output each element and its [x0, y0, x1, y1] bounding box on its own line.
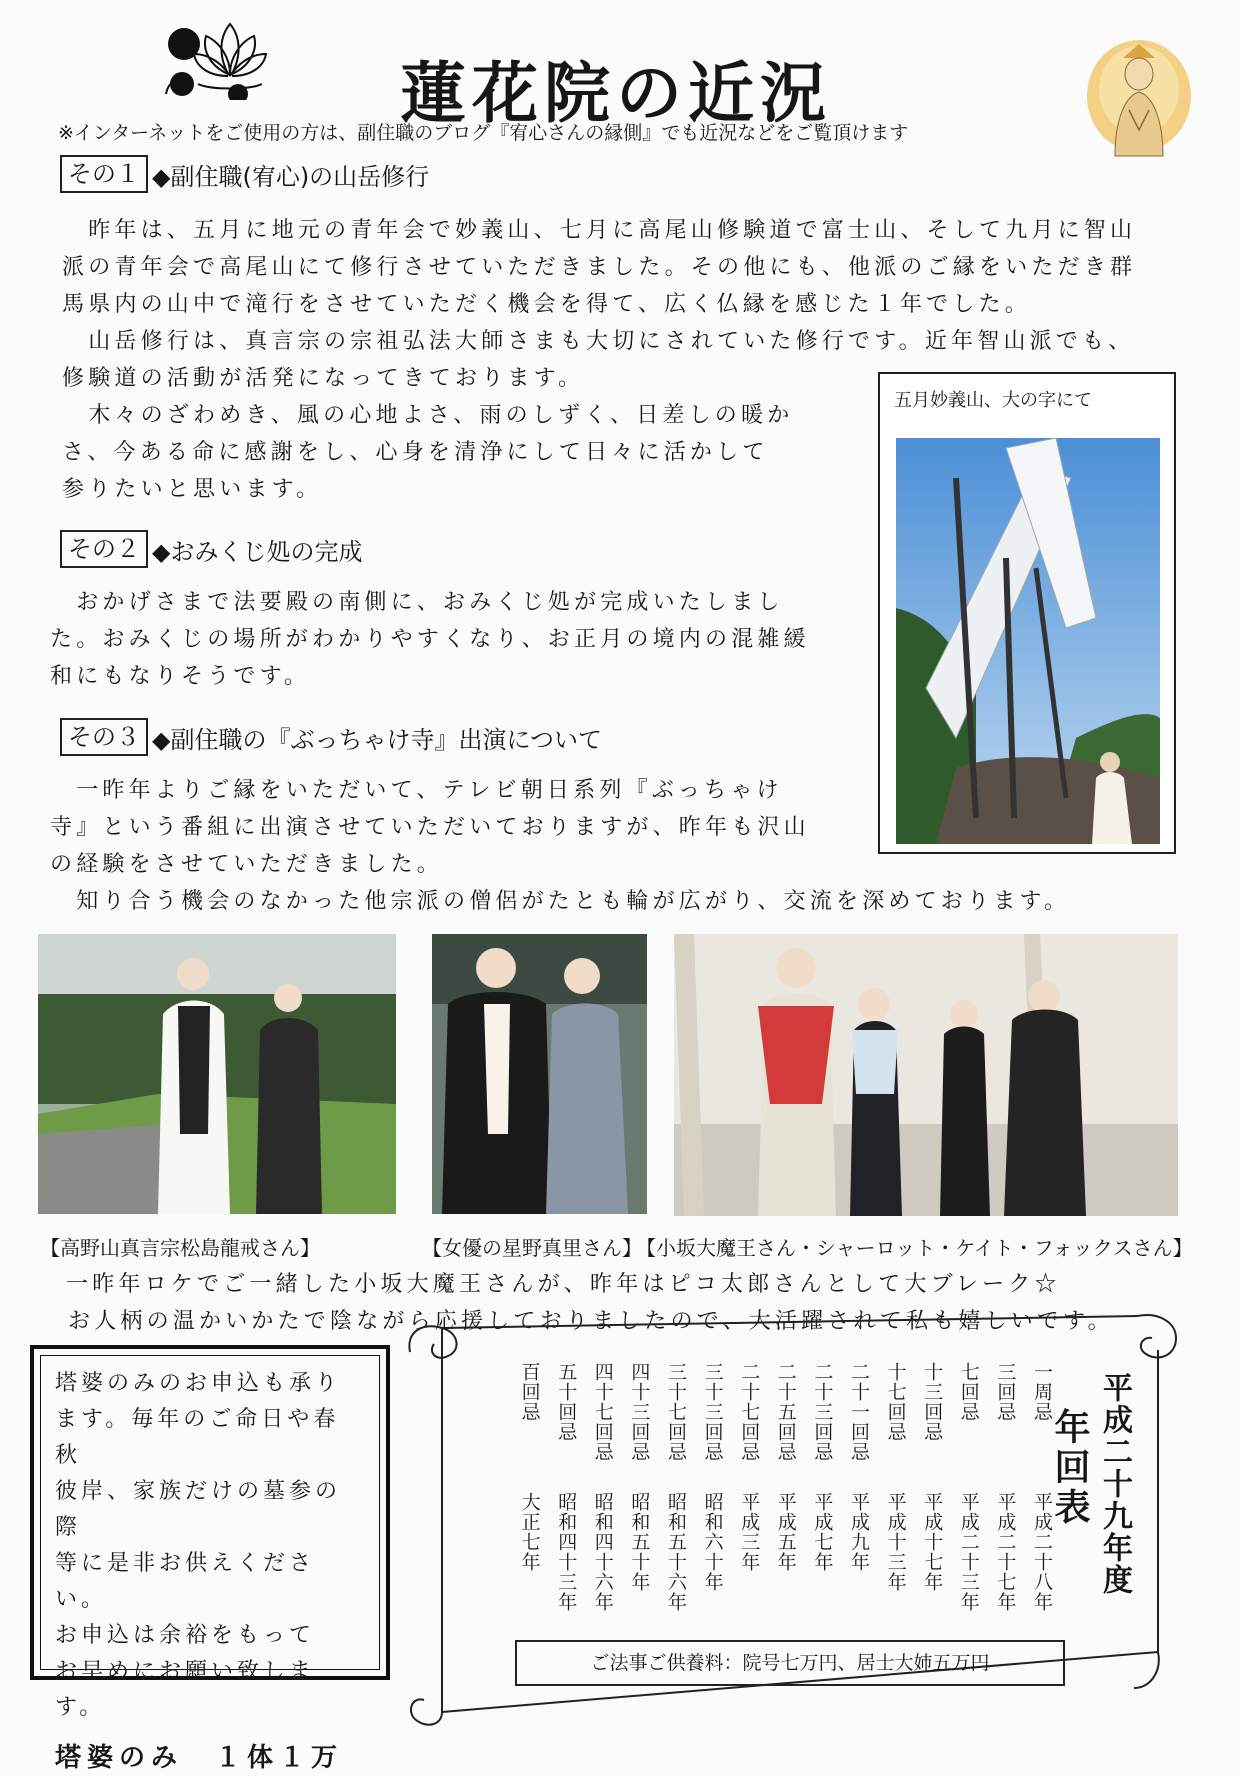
memorial-kind: 百回忌: [518, 1362, 541, 1422]
section-2-tag: その２: [60, 530, 148, 568]
closing-line: お人柄の温かいかたで陰ながら応援しておりましたので、大活躍されて私も嬉しいです。: [68, 1309, 1114, 1334]
memorial-year: 昭和六十年: [701, 1492, 724, 1592]
memorial-year: 昭和五十六年: [665, 1492, 687, 1612]
memorial-year: 平成三年: [738, 1492, 761, 1572]
photo-matsushima: [38, 934, 396, 1214]
memorial-kind: 二十一回忌: [848, 1362, 870, 1462]
memorial-kind: 三十三回忌: [701, 1362, 724, 1462]
memorial-year: 平成二十三年: [957, 1492, 980, 1612]
section-2-line: おかげさまで法要殿の南側に、おみくじ処が完成いたしまし: [50, 590, 784, 615]
section-3-heading: [60, 718, 602, 756]
section-1-line: 木々のざわめき、風の心地よさ、雨のしずく、日差しの暖か: [62, 403, 794, 428]
stupa-line: お申込は余裕をもって: [55, 1623, 316, 1648]
stupa-price: 塔婆のみ １体１万: [55, 1743, 344, 1773]
section-1-title: ◆副住職(宥心)の山岳修行: [152, 162, 430, 191]
memorial-year: 昭和四十六年: [591, 1492, 614, 1612]
section-2-body: [50, 584, 880, 695]
section-1-tag: その１: [60, 155, 148, 193]
section-3-title: ◆副住職の『ぶっちゃけ寺』出演について: [152, 725, 602, 754]
memorial-year: 平成二十八年: [1031, 1492, 1053, 1612]
myogisan-photo-caption: 五月妙義山、大の字にて: [894, 390, 1092, 411]
memorial-year: 昭和四十三年: [555, 1492, 578, 1612]
section-3-line: 知り合う機会のなかった他宗派の僧侶がたとも輪が広がり、交流を深めております。: [50, 889, 1071, 914]
memorial-year: 平成十七年: [921, 1492, 944, 1592]
section-1-line: 昨年は、五月に地元の青年会で妙義山、七月に高尾山修験道で富士山、そして九月に智山: [62, 218, 1137, 243]
stupa-line: 彼岸、家族だけの墓参の際: [55, 1479, 342, 1540]
stupa-line: 等に是非お供えください。: [55, 1551, 316, 1612]
memorial-year: 平成二十七年: [994, 1492, 1017, 1612]
lotus-illustration: [158, 14, 276, 100]
photo-kosaka-fox: [674, 934, 1178, 1216]
section-1-line: さ、今ある命に感謝をし、心身を清浄にして日々に活かして: [62, 440, 769, 465]
photo-hoshino: [432, 934, 647, 1214]
section-1-line: 派の青年会で高尾山にて修行させていただきました。その他にも、他派のご縁をいただき群: [62, 255, 1137, 280]
section-3-line: 寺』という番組に出演させていただいておりますが、昨年も沢山: [50, 815, 810, 840]
section-1-line: 山岳修行は、真言宗の宗祖弘法大師さまも大切にされていた修行です。近年智山派でも、: [62, 329, 1135, 354]
memorial-kind: 四十七回忌: [591, 1362, 614, 1462]
caption-hoshino: 【女優の星野真里さん】: [422, 1236, 642, 1260]
caption-kosaka-fox: 【小坂大魔王さん・シャーロット・ケイト・フォックスさん】: [636, 1236, 1193, 1260]
section-2-line: 和にもなりそうです。: [50, 664, 311, 689]
section-3-line: 一昨年よりご縁をいただいて、テレビ朝日系列『ぶっちゃけ: [50, 778, 783, 803]
closing-line: 一昨年ロケでご一緒した小坂大魔王さんが、昨年はピコ太郎さんとして大ブレーク☆: [66, 1272, 1061, 1297]
memorial-kind: 一周忌: [1031, 1362, 1053, 1422]
stupa-notice-box: [30, 1345, 390, 1773]
page-title: 蓮花院の近況: [400, 54, 832, 132]
buddha-illustration: [1085, 40, 1193, 160]
section-2-heading: [60, 530, 362, 568]
stupa-line: お早めにお願い致します。: [55, 1659, 316, 1720]
memorial-kind: 二十七回忌: [738, 1362, 761, 1462]
section-1-line: 修験道の活動が活発になってきております。: [62, 366, 585, 391]
memorial-kind: 十三回忌: [921, 1362, 944, 1442]
memorial-kind: 二十三回忌: [811, 1362, 834, 1462]
stupa-line: ます。毎年のご命日や春秋: [55, 1407, 340, 1468]
internet-note: ※インターネットをご使用の方は、副住職のブログ『宥心さんの縁側』でも近況などをご覧頂けます: [58, 122, 909, 144]
memorial-kind: 十七回忌: [884, 1362, 907, 1442]
section-1-heading: [60, 155, 429, 193]
memorial-kind: 五十回忌: [555, 1362, 578, 1442]
section-1-line: 参りたいと思います。: [62, 477, 323, 502]
memorial-year: 大正七年: [518, 1492, 541, 1572]
section-2-title: ◆おみくじ処の完成: [152, 537, 363, 566]
memorial-title-year: 平成二十九年度: [1097, 1372, 1132, 1596]
stupa-line: 塔婆のみのお申込も承り: [55, 1371, 342, 1396]
memorial-kind: 三十七回忌: [665, 1362, 687, 1462]
memorial-year: 平成五年: [774, 1492, 797, 1572]
memorial-year: 昭和五十年: [628, 1492, 651, 1592]
memorial-fee: ご法事ご供養料：院号七万円、居士大姉五万円: [515, 1640, 1065, 1686]
memorial-year: 平成七年: [811, 1492, 834, 1572]
memorial-kind: 四十三回忌: [628, 1362, 651, 1462]
section-3-line: の経験をさせていただきました。: [50, 852, 444, 877]
memorial-kind: 三回忌: [994, 1362, 1017, 1422]
memorial-year: 平成九年: [848, 1492, 870, 1572]
memorial-year: 平成十三年: [884, 1492, 907, 1592]
section-3-body: [50, 772, 1180, 920]
section-2-line: た。おみくじの場所がわかりやすくなり、お正月の境内の混雑緩: [50, 627, 810, 652]
section-3-tag: その３: [60, 718, 148, 756]
memorial-kind: 七回忌: [957, 1362, 980, 1422]
section-1-line: 馬県内の山中で滝行をさせていただく機会を得て、広く仏縁を感じた１年でした。: [62, 292, 1031, 317]
stupa-notice: [40, 1355, 380, 1773]
memorial-title-main: 年回表: [1049, 1408, 1090, 1528]
caption-matsushima: 【高野山真言宗松島龍戒さん】: [40, 1236, 320, 1260]
memorial-kind: 二十五回忌: [774, 1362, 797, 1462]
